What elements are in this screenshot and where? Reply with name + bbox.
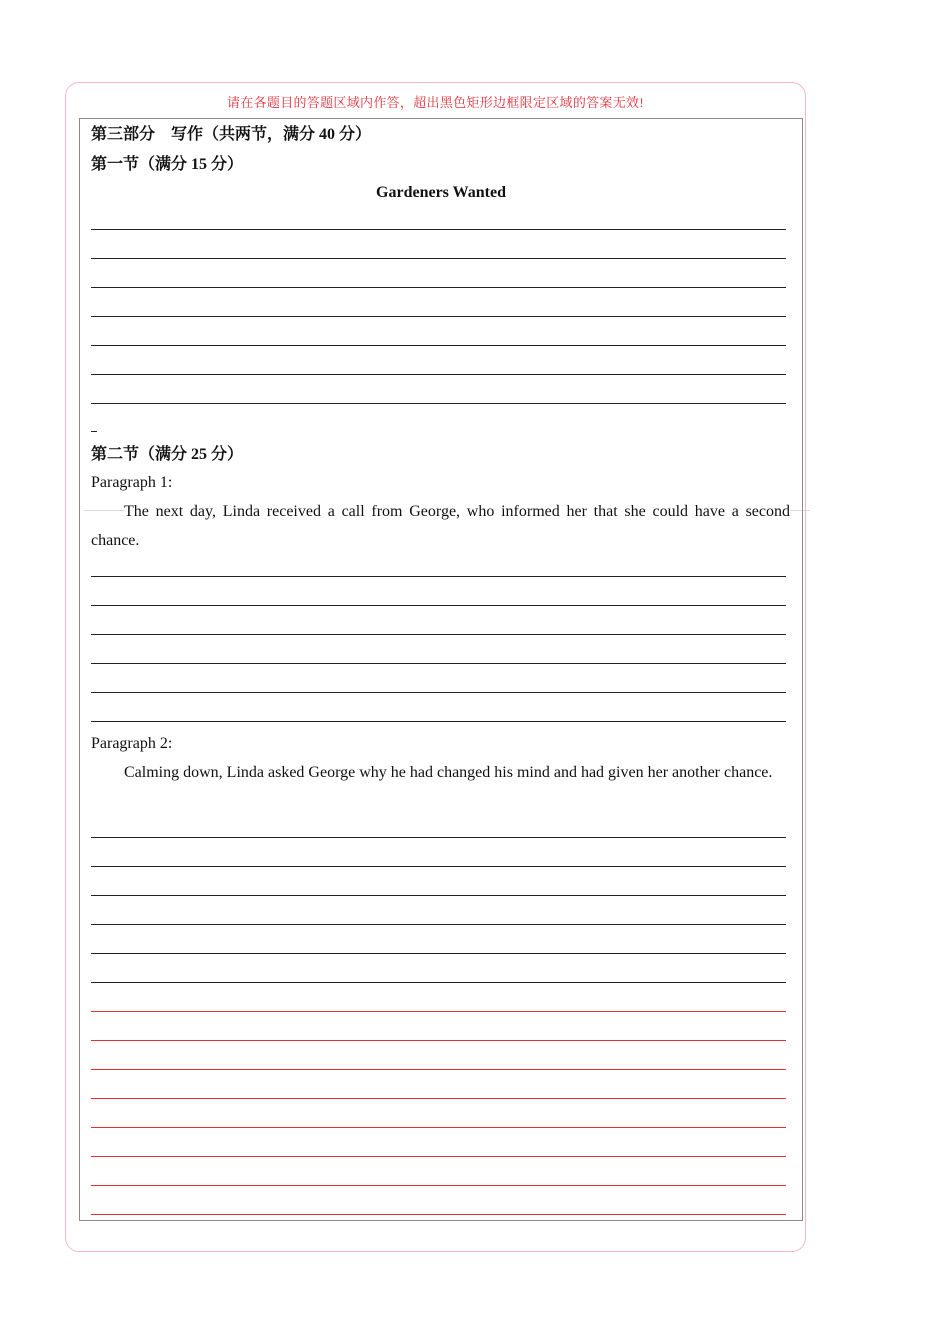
writing-line-red[interactable] [91, 1069, 786, 1070]
writing-line[interactable] [91, 837, 786, 838]
essay-title: Gardeners Wanted [376, 184, 506, 201]
writing-line[interactable] [91, 374, 786, 375]
trailing-dash [91, 431, 97, 432]
writing-line[interactable] [91, 258, 786, 259]
writing-line[interactable] [91, 345, 786, 346]
writing-line-red[interactable] [91, 1185, 786, 1186]
answer-area-notice: 请在各题目的答题区域内作答，超出黑色矩形边框限定区域的答案无效! [227, 95, 644, 110]
writing-line[interactable] [91, 605, 786, 606]
paragraph2-prompt: Calming down, Linda asked George why he had changed his mind and had given her another chance. [124, 764, 773, 781]
writing-line[interactable] [91, 634, 786, 635]
writing-line-red[interactable] [91, 1098, 786, 1099]
writing-line-red[interactable] [91, 1011, 786, 1012]
writing-line[interactable] [91, 316, 786, 317]
writing-line[interactable] [91, 953, 786, 954]
writing-line[interactable] [91, 721, 786, 722]
paragraph1-label: Paragraph 1: [91, 474, 173, 491]
section1-heading: 第一节（满分 15 分） [91, 156, 244, 173]
writing-line[interactable] [91, 287, 786, 288]
writing-line[interactable] [91, 663, 786, 664]
writing-line-red[interactable] [91, 1127, 786, 1128]
writing-line[interactable] [91, 692, 786, 693]
writing-line-red[interactable] [91, 1040, 786, 1041]
writing-line[interactable] [91, 403, 786, 404]
paragraph1-prompt: The next day, Linda received a call from George, who informed her that she could have a second chance. [91, 503, 790, 549]
writing-line[interactable] [91, 866, 786, 867]
paragraph2-label: Paragraph 2: [91, 735, 173, 752]
section2-heading: 第二节（满分 25 分） [91, 446, 244, 463]
writing-line[interactable] [91, 982, 786, 983]
writing-line[interactable] [91, 576, 786, 577]
writing-line-red[interactable] [91, 1156, 786, 1157]
writing-line[interactable] [91, 895, 786, 896]
answer-box-border [79, 118, 803, 1221]
writing-line[interactable] [91, 924, 786, 925]
writing-line-red[interactable] [91, 1214, 786, 1215]
part-heading: 第三部分 写作（共两节，满分 40 分） [91, 126, 372, 143]
writing-line[interactable] [91, 229, 786, 230]
